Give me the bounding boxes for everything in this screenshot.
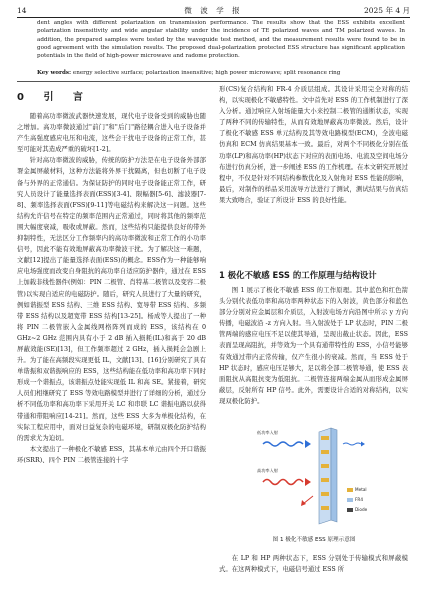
issue-date: 2025 年 4 月 (363, 6, 410, 15)
keywords-line (37, 69, 405, 77)
running-header (17, 5, 410, 17)
label-hp-incident: 高功率入射 (257, 468, 278, 473)
body-paragraph: 随着高功率微波武器快速发展，现代电子设备受到的威胁也随之增加。高功率微波通过"前门"和"后门"路径耦合进入电子设备并产生高强度感应电压和电流，这些会干扰电子设备的正常工作，甚至可能对其造成严重的破坏[1-2]。 (17, 113, 206, 154)
legend-metal-swatch (347, 488, 353, 492)
ess-structure (319, 428, 337, 524)
figure-caption: 图 1 极化不敏感 ESS 原理示意图 (272, 537, 356, 543)
ess-schematic (255, 426, 375, 528)
right-column-bottom (219, 553, 408, 575)
hp-wave-icon (263, 478, 311, 486)
label-lp-incident: 低功率入射 (257, 430, 278, 435)
transmitted-wave-icon (343, 443, 361, 445)
body-paragraph: 图 1 展示了极化不敏感 ESS 的工作原理。其中蓝色和红色箭头分别代表低功率和高功率两种状态下的入射波，黄色部分和蓝色部分分别对应金属层和介质层，入射波电场方向沿图中所示 y 方向传播，电磁波沿 -z 方向入射。当入射波处于 LP 状态时，PIN 二极管两端的感应电压不足以使其导通，呈现出截止状态。因此，ESS 表面呈现高阻抗，并等效为一个具有通带特性的 ESS，小信号能够有效通过带内正常传输，仅产生很小的衰减。然而，当 ESS 处于 HP 状态时，感应电压足够大，足以将全部二极管导通，使 ESS 表面阻抗从高阻抗变为低阻抗。二极管连接两端金属从而形成金属屏蔽层，反射所有 HP 信号。此外，需要设计合适的对称结构，以实现双极化防护。 (219, 287, 408, 405)
label-metal: Metal (355, 487, 367, 492)
right-column-top (219, 84, 408, 206)
lp-wave-icon (263, 440, 311, 448)
section-title-principle: 1 极化不敏感 ESS 的工作原理与结构设计 (219, 270, 377, 280)
right-column-mid (219, 285, 408, 407)
header-rule (17, 17, 410, 18)
abstract-text: dent angles with different polarization on transmission performance. The results show that the ESS exhibits excellent polarization insensitivity and wide angular stability under the incidence of TE polarized waves and TM polarized waves. In addition, the prepared samples were tested by the waveguide test method, and the measurement results were found to be in good agreement with the simulation results. The proposed dual-polarization protected ESS structure has significant application potentials in the field of high-power microwave and radome protection. (37, 20, 405, 60)
page-number: 14 (17, 6, 27, 15)
label-fr4: FR4 (355, 497, 363, 502)
body-paragraph: 在 LP 和 HP 两种状态下，ESS 分别处于传输模式和屏蔽模式。在这两种模式下，电磁信号通过 ESS 所 (219, 555, 408, 574)
section-title-introduction: 0 引 言 (17, 92, 91, 103)
label-diode: Diode (355, 507, 368, 512)
body-paragraph: 本文提出了一种极化不敏感 ESS，其基本单元由四个开口谐振环(SRR)、四个 PIN 二极管连接的十字 (17, 445, 206, 464)
abstract-continuation (37, 19, 405, 60)
figure-1 (255, 426, 375, 528)
legend-fr4-swatch (347, 498, 353, 502)
keywords-text: energy selective surface; polarization insensitive; high power microwave; split resonance ring (72, 70, 341, 76)
legend-diode-swatch (347, 508, 353, 512)
body-paragraph: 形(CS)复合结构和 FR-4 介质层组成。其设计采用完全对称的结构，以实现极化不敏感特性。文中首先对 ESS 的工作机制进行了深入分析。通过响应入射场能量大小来控制二极管的通断状态，实现了两种不同的传输特性，从而有效地屏蔽高功率微波。然后，设计了极化不敏感 ESS 单元结构及其等效电路模型(ECM)，全波电磁仿真和 ECM 仿真结果基本一致。最后，对两个不同极化分别在低功率(LP)和高功率(HP)状态下对应的表面电场、电流及空间电场分布进行仿真分析，进一步阐述 ESS 的工作机理。在本文研究开展过程中，不仅是针对不同结构参数优化及入射角对 ESS 性能的影响，最后，对制作的样品采用波导方法进行了测试，测试结果与仿真结果大致吻合，验证了所设计 ESS 的良好性能。 (219, 86, 408, 204)
left-column (17, 88, 206, 466)
journal-name: 微 波 学 报 (184, 6, 243, 15)
body-paragraph: 针对高功率微波的威胁，传统的防护方法是在电子设备外部部署金属屏蔽材料，这种方法能将外界干扰隔离，但也切断了电子设备与外界的正常通信。为保证防护的同时电子设备能正常工作，研究人员设计了能量选择表面(ESS)[3-4]、限幅器[5-6]、滤波器[7-8]、频率选择表面(FSS)[9-11]等电磁结构来解决这一问题。这些结构允许信号在特定的频率范围内正常通过，同时将其他的频率范围大幅度衰减，吸收或屏蔽。然而，这些结构只能提供良好的带外抑制特性，无法区分工作频率内的高功率微波和正常工作的小功率信号，因此不能有效地屏蔽高功率微波干扰。为了解决这一难题，文献[12]提出了能量选择表面(ESS)的概念。ESS作为一种能够响应电场强度而改变自身阻抗的高功率自适应防护器件，通过在 ESS 上加载非线性器件(例如：PIN 二极管、肖特基二极管以及变容二极管)以实现自适应的电磁防护。随后，研究人员进行了大量的研究，例如谐振型 ESS 结构、三维 ESS 结构、宽导带 ESS 结构、多频带 ESS 结构以及超宽带 ESS 结构[13-25]。杨成等人提出了一种将 PIN 二极管嵌入金属线网格阵列而成的 ESS，该结构在 0 GHz~2 GHz 范围内具有小于 2 dB 插入损耗(IL)和高于 20 dB 屏蔽效能(SE)[13]，但工作频率超过 2 GHz，插入损耗会急剧上升。为了能在高频段实现更低 IL，文献[13]、[16]分别研究了具有单谐振和双谐振响应的 ESS，这些结构能在低功率和高功率下同时形成一个谐振点，该谐振点处能实现低 IL 和高 SE。紧接着，研究人员们相继研究了 ESS 等效电路模型并进行了详细的分析，通过分析不同低功率和高功率下采用开关 LC 和串联 LC 谐振电路以获得带通和带阻响应[14-21]。然而，这些 ESS 大多为单极化结构，在实际工程应用中，面对日益复杂的电磁环境，研制双极化防护结构的需求尤为迫切。 (17, 157, 206, 442)
abstract-separator (17, 81, 410, 82)
keywords-label: Key words: (37, 70, 72, 76)
